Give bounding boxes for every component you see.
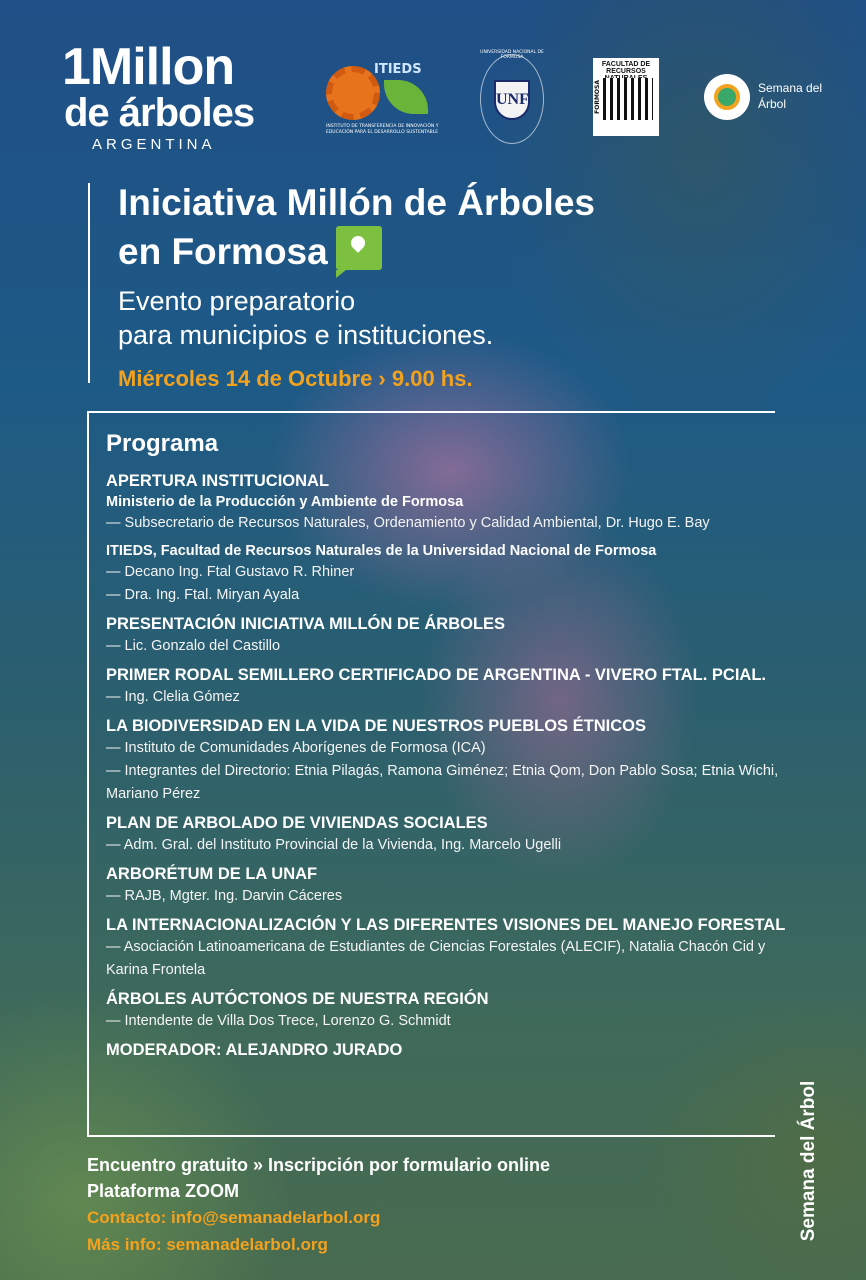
subtitle-line2: para municipios e instituciones.: [118, 320, 494, 350]
section-speaker: — Intendente de Villa Dos Trece, Lorenzo G. Schmidt: [106, 1013, 451, 1029]
program-section: [106, 613, 796, 658]
program: [106, 430, 796, 1067]
logo-unaf: [476, 50, 548, 150]
header-divider: [88, 183, 90, 383]
itieds-name: ITIEDS: [374, 62, 422, 77]
section-heading: PRIMER RODAL SEMILLERO CERTIFICADO DE ARGENTINA - VIVERO FTAL. PCIAL.: [106, 666, 767, 684]
logo-facultad-recursos-naturales: [593, 58, 659, 136]
section-heading: PRESENTACIÓN INICIATIVA MILLÓN DE ÁRBOLES: [106, 615, 506, 633]
logo-line2: de árboles: [64, 91, 255, 135]
program-section: [106, 914, 796, 982]
subtitle-line1: Evento preparatorio: [118, 286, 356, 316]
map-pin-icon: [336, 226, 382, 270]
side-label-text: Semana del Árbol: [798, 1080, 819, 1242]
section-speaker: — Lic. Gonzalo del Castillo: [106, 638, 281, 654]
section-speaker: — Subsecretario de Recursos Naturales, Ordenamiento y Calidad Ambiental, Dr. Hugo E. Bay: [106, 515, 710, 531]
section-heading: ARBORÉTUM DE LA UNAF: [106, 865, 318, 883]
program-sections: [106, 470, 796, 1061]
section-speaker: — Ing. Clelia Gómez: [106, 689, 240, 705]
section-heading: ÁRBOLES AUTÓCTONOS DE NUESTRA REGIÓN: [106, 990, 489, 1008]
unaf-arc-text: UNIVERSIDAD NACIONAL DE FORMOSA: [480, 50, 544, 60]
program-section: [106, 664, 796, 709]
program-frame-top: [87, 411, 767, 413]
program-section: [106, 863, 796, 908]
footer-contact: Contacto: info@semanadelarbol.org: [87, 1208, 381, 1227]
gear-icon: [326, 66, 380, 120]
footer-line2: Plataforma ZOOM: [87, 1181, 240, 1201]
footer-info: Más info: semanadelarbol.org: [87, 1235, 328, 1254]
logo-itieds: [322, 58, 440, 142]
itieds-sub: INSTITUTO DE TRANSFERENCIA DE INNOVACIÓN Y EDUCACIÓN PARA EL DESARROLLO SUSTENTABLE: [326, 124, 439, 135]
section-speaker: — Asociación Latinoamericana de Estudiantes de Ciencias Forestales (ALECIF), Natalia Chacón Cid y Karina Frontela: [106, 939, 766, 978]
section-heading: PLAN DE ARBOLADO DE VIVIENDAS SOCIALES: [106, 814, 488, 832]
program-section: [106, 1039, 796, 1061]
logo-millon-de-arboles: [62, 38, 272, 153]
section-heading: LA BIODIVERSIDAD EN LA VIDA DE NUESTROS PUEBLOS ÉTNICOS: [106, 717, 646, 735]
section-heading: APERTURA INSTITUCIONAL: [106, 472, 330, 490]
frn-bars-graphic: [603, 78, 653, 120]
section-speaker: — Instituto de Comunidades Aborígenes de Formosa (ICA): [106, 740, 486, 756]
page-title: [118, 180, 798, 275]
section-heading: MODERADOR: ALEJANDRO JURADO: [106, 1041, 403, 1059]
section-speaker: — Dra. Ing. Ftal. Miryan Ayala: [106, 587, 300, 603]
event-date: Miércoles 14 de Octubre › 9.00 hs.: [118, 366, 473, 391]
program-section: [106, 812, 796, 857]
logo-line3: ARGENTINA: [92, 136, 216, 153]
logo-line1: 1Millon: [62, 38, 235, 96]
section-speaker: — Decano Ing. Ftal Gustavo R. Rhiner: [106, 564, 355, 580]
frn-title: FACULTAD DE RECURSOS: [601, 61, 651, 75]
leaf-icon: [384, 80, 428, 114]
section-speaker: — Integrantes del Directorio: Etnia Pilagás, Ramona Giménez; Etnia Qom, Don Pablo Sosa; Etnia Wichi, Mariano Pérez: [106, 763, 779, 802]
section-organization: Ministerio de la Producción y Ambiente de Formosa: [106, 494, 464, 510]
program-section: [106, 470, 796, 535]
program-section: [106, 988, 796, 1033]
section-speaker: — Adm. Gral. del Instituto Provincial de la Vivienda, Ing. Marcelo Ugelli: [106, 837, 562, 853]
footer: [87, 1152, 767, 1258]
tree-icon: [704, 74, 750, 120]
section-heading: LA INTERNACIONALIZACIÓN Y LAS DIFERENTES VISIONES DEL MANEJO FORESTAL: [106, 916, 786, 934]
title-line2-wrap: [118, 226, 798, 275]
program-section: [106, 715, 796, 806]
title-line1: Iniciativa Millón de Árboles: [118, 182, 595, 223]
section-speaker: — RAJB, Mgter. Ing. Darvin Cáceres: [106, 888, 343, 904]
side-label: [794, 1076, 824, 1254]
semana-text: Semana del Árbol: [758, 81, 823, 111]
footer-line1: Encuentro gratuito » Inscripción por formulario online: [87, 1155, 551, 1175]
section-organization: ITIEDS, Facultad de Recursos Naturales de la Universidad Nacional de Formosa: [106, 543, 657, 559]
frn-side: FORMOSA: [594, 80, 601, 114]
unaf-shield: UNF: [494, 80, 530, 120]
subtitle: [118, 284, 818, 352]
title-line2: en Formosa: [118, 231, 328, 272]
program-heading: Programa: [106, 430, 219, 457]
program-section: [106, 541, 796, 607]
